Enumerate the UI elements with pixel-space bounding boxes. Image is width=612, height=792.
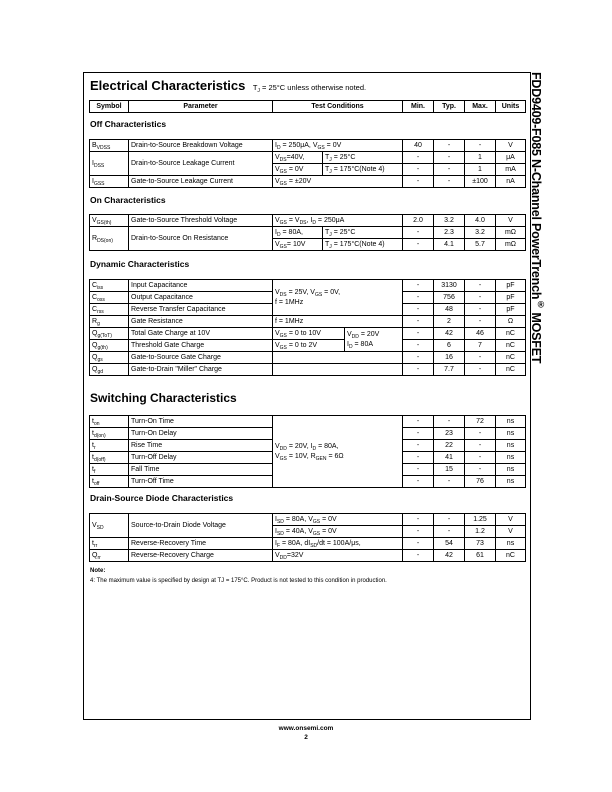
- unit-cell: nC: [496, 328, 526, 340]
- max-cell: 1: [465, 152, 496, 164]
- max-cell: -: [465, 428, 496, 440]
- table-row: [90, 514, 526, 526]
- param-cell: Input Capacitance: [129, 280, 273, 292]
- param-cell: Turn-Off Time: [129, 476, 273, 488]
- typ-cell: -: [434, 514, 465, 526]
- table-row: [90, 364, 526, 376]
- cond-cell: f = 1MHz: [273, 316, 403, 328]
- col-test-conditions: Test Conditions: [273, 101, 403, 113]
- max-cell: 46: [465, 328, 496, 340]
- param-cell: Turn-On Time: [129, 416, 273, 428]
- cond-cell: $T_J$ = 175°C(Note 4): [323, 164, 403, 176]
- table-row: [90, 215, 526, 227]
- cond-cell: $I_D = 250\mu A$, $V_{GS} = 0V$: [273, 140, 403, 152]
- table-row: [90, 538, 526, 550]
- table-row: [90, 550, 526, 562]
- unit-cell: nC: [496, 550, 526, 562]
- unit-cell: V: [496, 526, 526, 538]
- symbol-cell: $V_{GS(th)}$: [90, 215, 129, 227]
- typ-cell: -: [434, 176, 465, 188]
- symbol-cell: $I_{GSS}$: [90, 176, 129, 188]
- max-cell: -: [465, 440, 496, 452]
- max-cell: 1: [465, 164, 496, 176]
- min-cell: -: [403, 464, 434, 476]
- min-cell: -: [403, 152, 434, 164]
- cond-cell: $V_{GS} = 0$ to 10V: [273, 328, 345, 340]
- min-cell: -: [403, 328, 434, 340]
- min-cell: -: [403, 340, 434, 352]
- symbol-cell: $t_f$: [90, 464, 129, 476]
- symbol-cell: $t_{d(on)}$: [90, 428, 129, 440]
- symbol-cell: $V_{SD}$: [90, 514, 129, 538]
- cond-cell: $V_{GS} = V_{DS}$, $I_D = 250\mu A$: [273, 215, 403, 227]
- table-header: [90, 101, 526, 113]
- cond-cell: $V_{GS} = \pm 20V$: [273, 176, 403, 188]
- typ-cell: -: [434, 476, 465, 488]
- typ-cell: -: [434, 164, 465, 176]
- min-cell: -: [403, 428, 434, 440]
- table-row: [90, 340, 526, 352]
- min-cell: 2.0: [403, 215, 434, 227]
- unit-cell: ns: [496, 416, 526, 428]
- min-cell: -: [403, 538, 434, 550]
- param-cell: Gate-to-Drain "Miller" Charge: [129, 364, 273, 376]
- col-typ: Typ.: [434, 101, 465, 113]
- symbol-cell: $t_r$: [90, 440, 129, 452]
- max-cell: -: [465, 352, 496, 364]
- cond-cell: $V_{GS}= 10V$: [273, 239, 323, 251]
- cond-cell: $I_D = 80A$,: [273, 227, 323, 239]
- note-label: Note:: [90, 568, 106, 574]
- cond-cell: $I_{SD} = 40A$, $V_{GS} = 0V$: [273, 526, 403, 538]
- typ-cell: 42: [434, 550, 465, 562]
- unit-cell: pF: [496, 280, 526, 292]
- symbol-cell: $C_{oss}$: [90, 292, 129, 304]
- min-cell: -: [403, 239, 434, 251]
- unit-cell: pF: [496, 304, 526, 316]
- note-text: 4: The maximum value is specified by design at TJ = 175°C. Product is not tested to this condition in production.: [90, 578, 387, 584]
- unit-cell: nC: [496, 364, 526, 376]
- min-cell: -: [403, 176, 434, 188]
- max-cell: -: [465, 280, 496, 292]
- min-cell: -: [403, 316, 434, 328]
- cond-cell: $V_{DD} = 20V$, $I_D = 80A$, $V_{GS} = 10V$, $R_{GEN} = 6\Omega$: [273, 416, 403, 488]
- param-cell: Rise Time: [129, 440, 273, 452]
- symbol-cell: $Q_{gs}$: [90, 352, 129, 364]
- unit-cell: Ω: [496, 316, 526, 328]
- table-row: [90, 227, 526, 239]
- unit-cell: mΩ: [496, 227, 526, 239]
- param-cell: Gate-to-Source Leakage Current: [129, 176, 273, 188]
- table-row: [90, 280, 526, 292]
- param-cell: Gate Resistance: [129, 316, 273, 328]
- param-cell: Drain-to-Source On Resistance: [129, 227, 273, 251]
- title-main: Electrical Characteristics: [90, 78, 246, 93]
- cond-cell: $I_{SD} = 80A$, $V_{GS} = 0V$: [273, 514, 403, 526]
- typ-cell: 7.7: [434, 364, 465, 376]
- unit-cell: nC: [496, 340, 526, 352]
- symbol-cell: $Q_{g(th)}$: [90, 340, 129, 352]
- cond-cell: $T_J$ = 175°C(Note 4): [323, 239, 403, 251]
- symbol-cell: $C_{rss}$: [90, 304, 129, 316]
- footer-page-number: 2: [304, 734, 308, 741]
- cond-cell: $V_{GS} = 0V$: [273, 164, 323, 176]
- dynamic-table: [89, 279, 526, 376]
- param-cell: Reverse-Recovery Charge: [129, 550, 273, 562]
- col-max: Max.: [465, 101, 496, 113]
- typ-cell: 22: [434, 440, 465, 452]
- max-cell: 1.25: [465, 514, 496, 526]
- cond-cell: $V_{DD} = 20V$ $I_D = 80A$: [345, 328, 403, 352]
- cond-cell: $V_{GS} = 0$ to 2V: [273, 340, 345, 352]
- unit-cell: V: [496, 514, 526, 526]
- typ-cell: -: [434, 416, 465, 428]
- min-cell: -: [403, 304, 434, 316]
- unit-cell: nC: [496, 352, 526, 364]
- unit-cell: ns: [496, 440, 526, 452]
- col-min: Min.: [403, 101, 434, 113]
- max-cell: 73: [465, 538, 496, 550]
- symbol-cell: $R_{DS(on)}$: [90, 227, 129, 251]
- typ-cell: -: [434, 140, 465, 152]
- table-row: [90, 352, 526, 364]
- symbol-cell: $Q_{g(ToT)}$: [90, 328, 129, 340]
- col-units: Units: [496, 101, 526, 113]
- unit-cell: V: [496, 140, 526, 152]
- max-cell: 1.2: [465, 526, 496, 538]
- diode-table: [89, 513, 526, 562]
- typ-cell: 2: [434, 316, 465, 328]
- param-cell: Turn-On Delay: [129, 428, 273, 440]
- unit-cell: mA: [496, 164, 526, 176]
- max-cell: -: [465, 364, 496, 376]
- typ-cell: 23: [434, 428, 465, 440]
- max-cell: 61: [465, 550, 496, 562]
- cond-cell: $T_J = 25^\circ C$: [323, 152, 403, 164]
- min-cell: -: [403, 164, 434, 176]
- cond-cell: $I_F = 80A$, $dI_{SD}/dt = 100A/\mu s$,: [273, 538, 403, 550]
- cond-cell: [273, 352, 403, 364]
- min-cell: -: [403, 292, 434, 304]
- col-symbol: Symbol: [90, 101, 129, 113]
- section-dynamic: Dynamic Characteristics: [90, 259, 190, 269]
- max-cell: 4.0: [465, 215, 496, 227]
- side-title-text: FDD9409-F085 N-Channel PowerTrench® MOSFET: [528, 72, 546, 364]
- unit-cell: ns: [496, 464, 526, 476]
- typ-cell: 3130: [434, 280, 465, 292]
- unit-cell: mΩ: [496, 239, 526, 251]
- col-parameter: Parameter: [129, 101, 273, 113]
- param-cell: Output Capacitance: [129, 292, 273, 304]
- off-table: [89, 139, 526, 188]
- symbol-cell: $B_{VDSS}$: [90, 140, 129, 152]
- table-row: [90, 140, 526, 152]
- typ-cell: -: [434, 152, 465, 164]
- table-row: [90, 176, 526, 188]
- min-cell: -: [403, 416, 434, 428]
- max-cell: ±100: [465, 176, 496, 188]
- min-cell: -: [403, 452, 434, 464]
- symbol-cell: $t_{rr}$: [90, 538, 129, 550]
- typ-cell: 16: [434, 352, 465, 364]
- param-cell: Source-to-Drain Diode Voltage: [129, 514, 273, 538]
- table-row: [90, 152, 526, 164]
- typ-cell: -: [434, 526, 465, 538]
- min-cell: -: [403, 364, 434, 376]
- min-cell: -: [403, 440, 434, 452]
- symbol-cell: $Q_{rr}$: [90, 550, 129, 562]
- max-cell: 3.2: [465, 227, 496, 239]
- max-cell: -: [465, 452, 496, 464]
- typ-cell: 42: [434, 328, 465, 340]
- header-table: [89, 100, 526, 113]
- section-on: On Characteristics: [90, 195, 166, 205]
- unit-cell: pF: [496, 292, 526, 304]
- param-cell: Threshold Gate Charge: [129, 340, 273, 352]
- param-cell: Total Gate Charge at 10V: [129, 328, 273, 340]
- typ-cell: 54: [434, 538, 465, 550]
- unit-cell: ns: [496, 452, 526, 464]
- typ-cell: 756: [434, 292, 465, 304]
- switching-table: [89, 415, 526, 488]
- cond-cell: [273, 364, 403, 376]
- cond-cell: $V_{DD}=32V$: [273, 550, 403, 562]
- typ-cell: 3.2: [434, 215, 465, 227]
- param-cell: Gate-to-Source Threshold Voltage: [129, 215, 273, 227]
- section-diode: Drain-Source Diode Characteristics: [90, 493, 234, 503]
- title-condition: $T_J = 25^\circ C$ unless otherwise noted.: [252, 83, 367, 94]
- typ-cell: 4.1: [434, 239, 465, 251]
- typ-cell: 15: [434, 464, 465, 476]
- min-cell: -: [403, 526, 434, 538]
- max-cell: 5.7: [465, 239, 496, 251]
- max-cell: -: [465, 140, 496, 152]
- param-cell: Turn-Off Delay: [129, 452, 273, 464]
- table-row: [90, 316, 526, 328]
- symbol-cell: $C_{iss}$: [90, 280, 129, 292]
- section-off: Off Characteristics: [90, 119, 167, 129]
- unit-cell: μA: [496, 152, 526, 164]
- unit-cell: ns: [496, 428, 526, 440]
- cond-cell: $V_{DS} = 25V$, $V_{GS} = 0V$, f = 1MHz: [273, 280, 403, 316]
- typ-cell: 41: [434, 452, 465, 464]
- param-cell: Reverse Transfer Capacitance: [129, 304, 273, 316]
- symbol-cell: $t_{off}$: [90, 476, 129, 488]
- symbol-cell: $Q_{gd}$: [90, 364, 129, 376]
- unit-cell: ns: [496, 476, 526, 488]
- typ-cell: 2.3: [434, 227, 465, 239]
- min-cell: -: [403, 476, 434, 488]
- max-cell: -: [465, 292, 496, 304]
- min-cell: 40: [403, 140, 434, 152]
- section-switching: Switching Characteristics: [90, 391, 237, 405]
- table-row: [90, 328, 526, 340]
- max-cell: -: [465, 316, 496, 328]
- side-title: [530, 72, 552, 718]
- cond-cell: $V_{DS}=40V$,: [273, 152, 323, 164]
- min-cell: -: [403, 550, 434, 562]
- min-cell: -: [403, 227, 434, 239]
- typ-cell: 48: [434, 304, 465, 316]
- symbol-cell: $R_g$: [90, 316, 129, 328]
- cond-cell: $T_J = 25^\circ C$: [323, 227, 403, 239]
- table-row: [90, 416, 526, 428]
- param-cell: Drain-to-Source Breakdown Voltage: [129, 140, 273, 152]
- unit-cell: V: [496, 215, 526, 227]
- page-title: [90, 77, 366, 95]
- param-cell: Fall Time: [129, 464, 273, 476]
- symbol-cell: $t_{d(off)}$: [90, 452, 129, 464]
- typ-cell: 6: [434, 340, 465, 352]
- max-cell: 7: [465, 340, 496, 352]
- symbol-cell: $I_{DSS}$: [90, 152, 129, 176]
- max-cell: 72: [465, 416, 496, 428]
- on-table: [89, 214, 526, 251]
- unit-cell: nA: [496, 176, 526, 188]
- max-cell: -: [465, 464, 496, 476]
- footer-url[interactable]: www.onsemi.com: [278, 725, 334, 732]
- param-cell: Reverse-Recovery Time: [129, 538, 273, 550]
- param-cell: Gate-to-Source Gate Charge: [129, 352, 273, 364]
- min-cell: -: [403, 352, 434, 364]
- min-cell: -: [403, 514, 434, 526]
- max-cell: 76: [465, 476, 496, 488]
- max-cell: -: [465, 304, 496, 316]
- param-cell: Drain-to-Source Leakage Current: [129, 152, 273, 176]
- unit-cell: ns: [496, 538, 526, 550]
- symbol-cell: $t_{on}$: [90, 416, 129, 428]
- min-cell: -: [403, 280, 434, 292]
